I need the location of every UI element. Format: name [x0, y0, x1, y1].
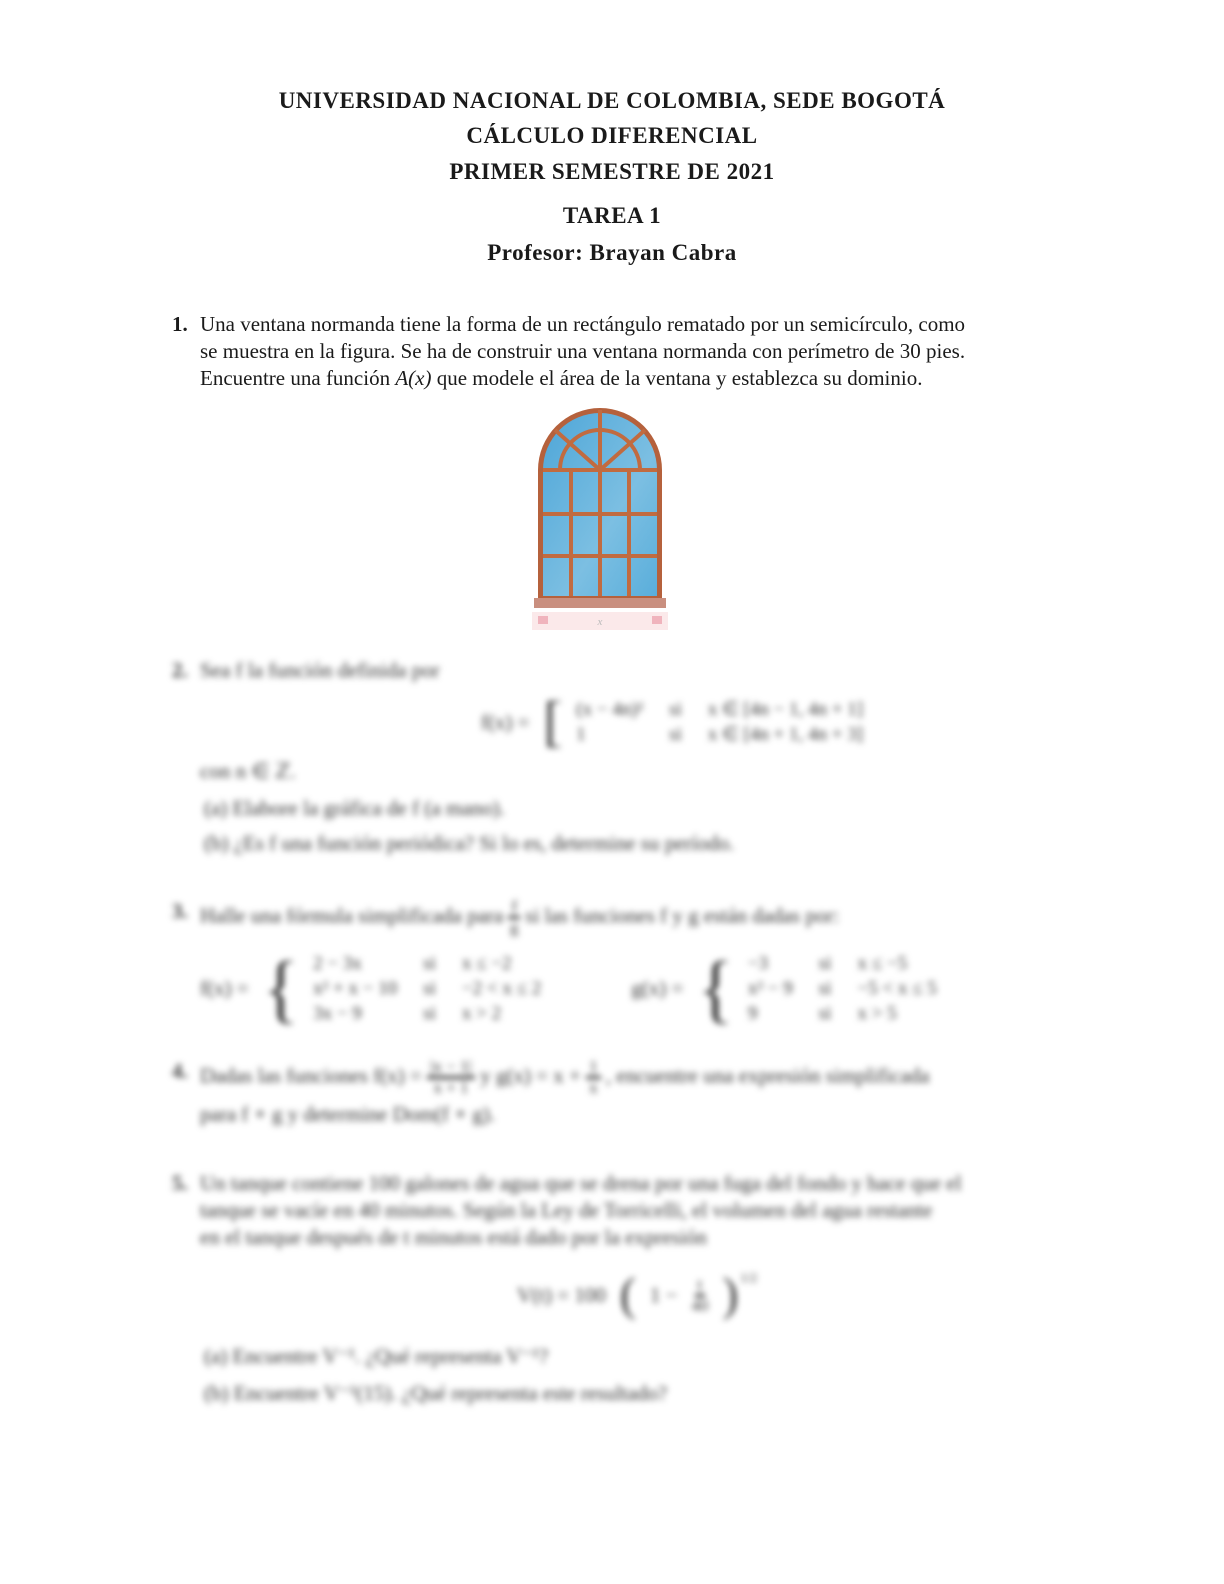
case-expr: x² + x − 10 [313, 978, 398, 999]
problem-number: 5. [172, 1171, 188, 1195]
text: Halle una fórmula simplificada para [200, 903, 504, 928]
denominator: g [510, 918, 519, 937]
problem-2 [172, 657, 1072, 857]
case-si: si [818, 1003, 832, 1024]
university-title: UNIVERSIDAD NACIONAL DE COLOMBIA, SEDE BOGOTÁ [278, 88, 946, 113]
fraction-f-over-g [508, 898, 520, 937]
text: Dadas las funciones f(x) = [200, 1063, 422, 1088]
problem-1-line-1: Una ventana normanda tiene la forma de un rectángulo rematado por un semicírculo, como [200, 312, 966, 336]
piecewise-pair [200, 946, 1072, 1031]
assignment-title: TAREA 1 [562, 203, 662, 228]
case-cond: −5 < x ≤ 5 [857, 978, 937, 999]
case-cond: x ∈ [4n + 1, 4n + 3] [707, 724, 864, 745]
part-b: (b) Encuentre V⁻¹(15). ¿Qué representa este resultado? [204, 1381, 668, 1405]
case-cond: −2 < x ≤ 2 [461, 978, 542, 999]
problem-5 [172, 1170, 1072, 1407]
piecewise-g [631, 946, 937, 1031]
numerator: t [695, 1276, 706, 1297]
numerator: |x − 1| [427, 1058, 475, 1079]
case-si: si [818, 978, 832, 999]
case-expr: 9 [747, 1003, 758, 1024]
text: si las funciones f y g están dadas por: [525, 903, 840, 928]
case-si: si [423, 1003, 436, 1024]
problem-5-line-3: en el tanque después de t minutos está dado por la expresión [200, 1225, 707, 1249]
cases [313, 951, 541, 1026]
case-cond: x ≤ −2 [461, 953, 512, 974]
formula-lhs: V(t) = 100 [516, 1282, 606, 1307]
problem-3-intro [200, 898, 1072, 937]
piecewise-f [272, 691, 1072, 753]
case-cond: x ≤ −5 [857, 953, 908, 974]
case-expr: x² − 9 [747, 978, 793, 999]
formula-lhs: f(x) = [480, 709, 530, 734]
problem-number: 2. [172, 658, 188, 682]
dimension-label: x [597, 616, 603, 628]
case-si: si [669, 724, 682, 745]
problem-4-line-2: para f ∘ g y determine Dom(f ∘ g). [200, 1102, 496, 1126]
problem-1 [172, 311, 1072, 392]
function-name: A(x) [395, 366, 432, 390]
right-paren: ) [722, 1268, 739, 1321]
text: Encuentre una función [200, 366, 396, 390]
case-si: si [818, 953, 832, 974]
case-si: si [423, 953, 436, 974]
professor-name: Profesor: Brayan Cabra [487, 240, 737, 265]
exponent: 1/2 [740, 1269, 758, 1285]
case-si: si [669, 699, 682, 720]
left-brace: { [262, 946, 300, 1031]
problem-1-line-2: se muestra en la figura. Se ha de construir una ventana normanda con perímetro de 30 pies. [200, 339, 966, 363]
denominator: x + 1 [433, 1078, 469, 1097]
case-expr: (x − 4n)² [576, 699, 644, 720]
fraction-t-over-40 [691, 1276, 708, 1315]
domain-note: con n ∈ ℤ. [200, 759, 296, 783]
part-a: (a) Encuentre V⁻¹. ¿Qué representa V⁻¹? [204, 1344, 549, 1368]
left-brace: [ [543, 691, 563, 753]
problem-5-line-2: tanque se vacíe en 40 minutos. Según la Ley de Torricelli, el volumen del agua restante [200, 1198, 933, 1222]
problem-5-line-1: Un tanque contiene 100 galones de agua que se drena por una fuga del fondo y hace que el [200, 1171, 962, 1195]
formula-inner: 1 − [649, 1282, 678, 1307]
numerator: 1 [586, 1058, 601, 1079]
left-brace: { [697, 946, 734, 1031]
formula-lhs: g(x) = [631, 976, 684, 1000]
text: que modele el área de la ventana y establezca su dominio. [431, 366, 923, 390]
case-cond: x > 2 [461, 1003, 502, 1024]
part-b: (b) ¿Es f una función periódica? Si lo es, determine su período. [204, 831, 735, 855]
problem-number: 4. [172, 1059, 188, 1083]
dimension-arrow-right [652, 616, 662, 624]
case-expr: 1 [576, 724, 586, 745]
problem-4-line-1 [200, 1058, 1072, 1097]
case-cond: x > 5 [857, 1003, 897, 1024]
problem-2-intro: Sea f la función definida por [200, 658, 440, 682]
case-expr: 2 − 3x [313, 953, 362, 974]
part-a: (a) Elabore la gráfica de f (a mano). [204, 796, 505, 820]
left-paren: ( [619, 1268, 636, 1321]
torricelli-formula [202, 1267, 1072, 1323]
problem-1-line-3 [200, 365, 1072, 392]
denominator: 40 [691, 1295, 709, 1315]
formula-lhs: f(x) = [200, 976, 249, 1000]
case-si: si [423, 978, 436, 999]
course-title: CÁLCULO DIFERENCIAL [466, 123, 758, 148]
case-expr: −3 [747, 953, 769, 974]
text: , encuentre una expresión simplificada [605, 1063, 930, 1088]
cases [576, 697, 863, 747]
problem-3 [172, 897, 1072, 1031]
fraction-g [586, 1058, 601, 1097]
numerator: f [508, 898, 520, 919]
text: y g(x) = x + [480, 1063, 581, 1088]
cases [748, 951, 937, 1026]
piecewise-f [200, 946, 542, 1031]
norman-window-figure [530, 404, 670, 636]
dimension-arrow-left [538, 616, 548, 624]
fraction-f [427, 1058, 475, 1097]
problem-4 [172, 1058, 1072, 1128]
denominator: x [589, 1078, 598, 1097]
problem-number: 3. [172, 899, 188, 923]
problem-number: 1. [172, 312, 188, 336]
window-sill [534, 598, 666, 608]
case-expr: 3x − 9 [313, 1003, 362, 1024]
semester-title: PRIMER SEMESTRE DE 2021 [449, 159, 775, 184]
case-cond: x ∈ [4n − 1, 4n + 1] [707, 699, 864, 720]
